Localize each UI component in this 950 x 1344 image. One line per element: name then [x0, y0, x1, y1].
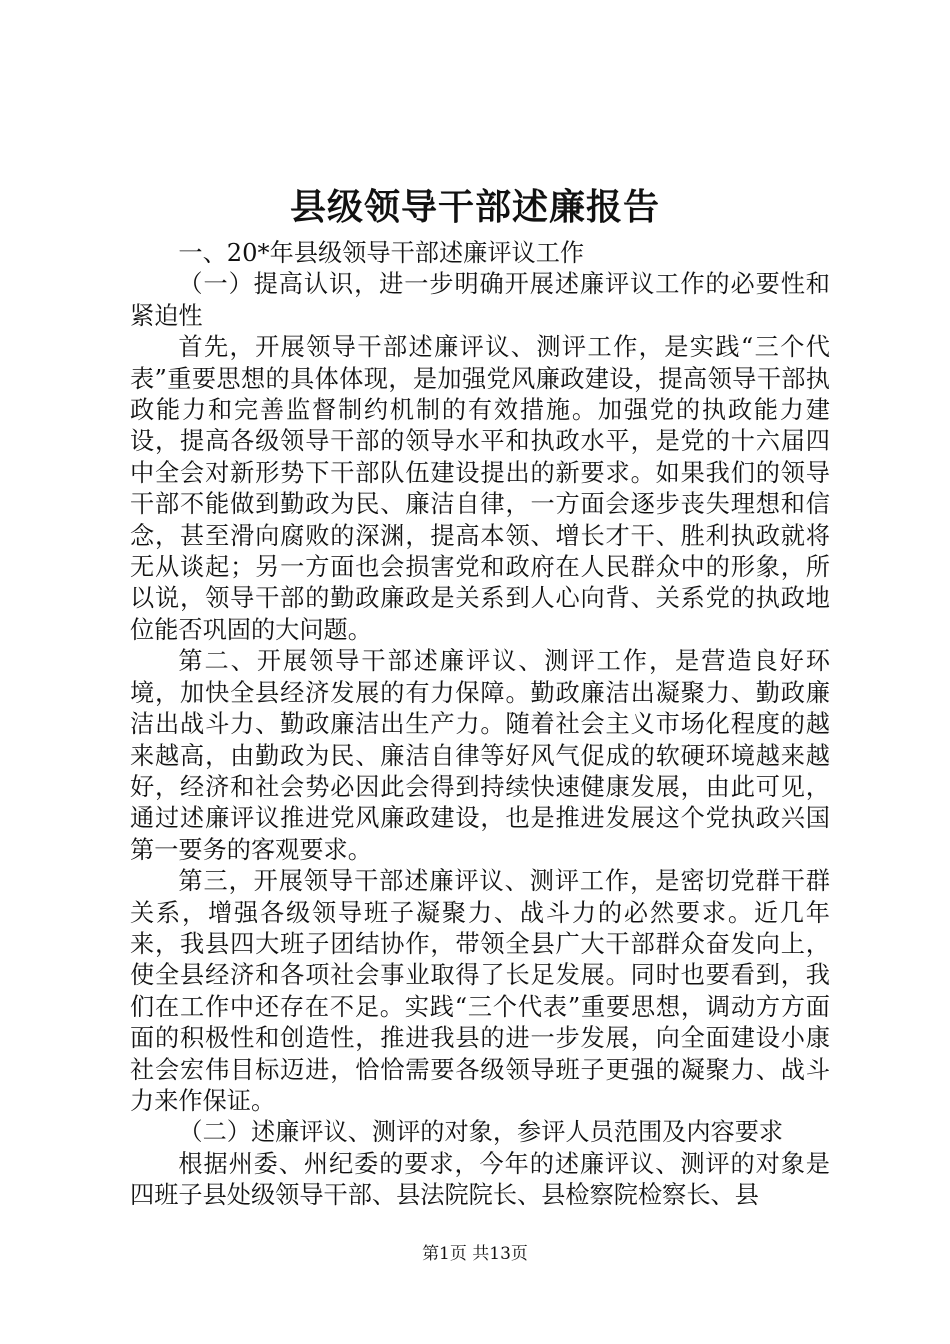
document-title: 县级领导干部述廉报告 [289, 187, 660, 228]
paragraph: 首先，开展领导干部述廉评议、测评工作，是实践“三个代表”重要思想的具体体现，是加强党风廉政建设，提高领导干部执政能力和完善监督制约机制的有效措施。加强党的执政能力建设，提高各级领导干部的领导水平和执政水平，是党的十六届四中全会对新形势下干部队伍建设提出的新要求。如果我们的领导干部不能做到勤政为民、廉洁自律，一方面会逐步丧失理想和信念，甚至滑向腐败的深渊，提高本领、增长才干、胜利执政就将无从谈起；另一方面也会损害党和政府在人民群众中的形象，所以说，领导干部的勤政廉政是关系到人心向背、关系党的执政地位能否巩固的大问题。 [130, 333, 830, 644]
section-heading: 一、20*年县级领导干部述廉评议工作 [178, 239, 585, 267]
paragraph: 第二、开展领导干部述廉评议、测评工作，是营造良好环境，加快全县经济发展的有力保障。勤政廉洁出凝聚力、勤政廉洁出战斗力、勤政廉洁出生产力。随着社会主义市场化程度的越来越高，由勤政为民、廉洁自律等好风气促成的软硬环境越来越好，经济和社会势必因此会得到持续快速健康发展，由此可见，通过述廉评议推进党风廉政建设，也是推进发展这个党执政兴国第一要务的客观要求。 [130, 647, 830, 864]
paragraph: 根据州委、州纪委的要求，今年的述廉评议、测评的对象是四班子县处级领导干部、县法院院长、县检察院检察长、县 [130, 1149, 830, 1210]
document-body [130, 238, 830, 1212]
paragraph: 第三，开展领导干部述廉评议、测评工作，是密切党群干群关系，增强各级领导班子凝聚力、战斗力的必然要求。近几年来，我县四大班子团结协作，带领全县广大干部群众奋发向上，使全县经济和各项社会事业取得了长足发展。同时也要看到，我们在工作中还存在不足。实践“三个代表”重要思想，调动方方面面的积极性和创造性，推进我县的进一步发展，向全面建设小康社会宏伟目标迈进，恰恰需要各级领导班子更强的凝聚力、战斗力来作保证。 [130, 867, 830, 1115]
page-number-footer: 第1页 共13页 [422, 1244, 528, 1264]
subsection-heading: （一）提高认识，进一步明确开展述廉评议工作的必要性和紧迫性 [130, 270, 830, 330]
subsection-heading: （二）述廉评议、测评的对象，参评人员范围及内容要求 [178, 1118, 784, 1147]
